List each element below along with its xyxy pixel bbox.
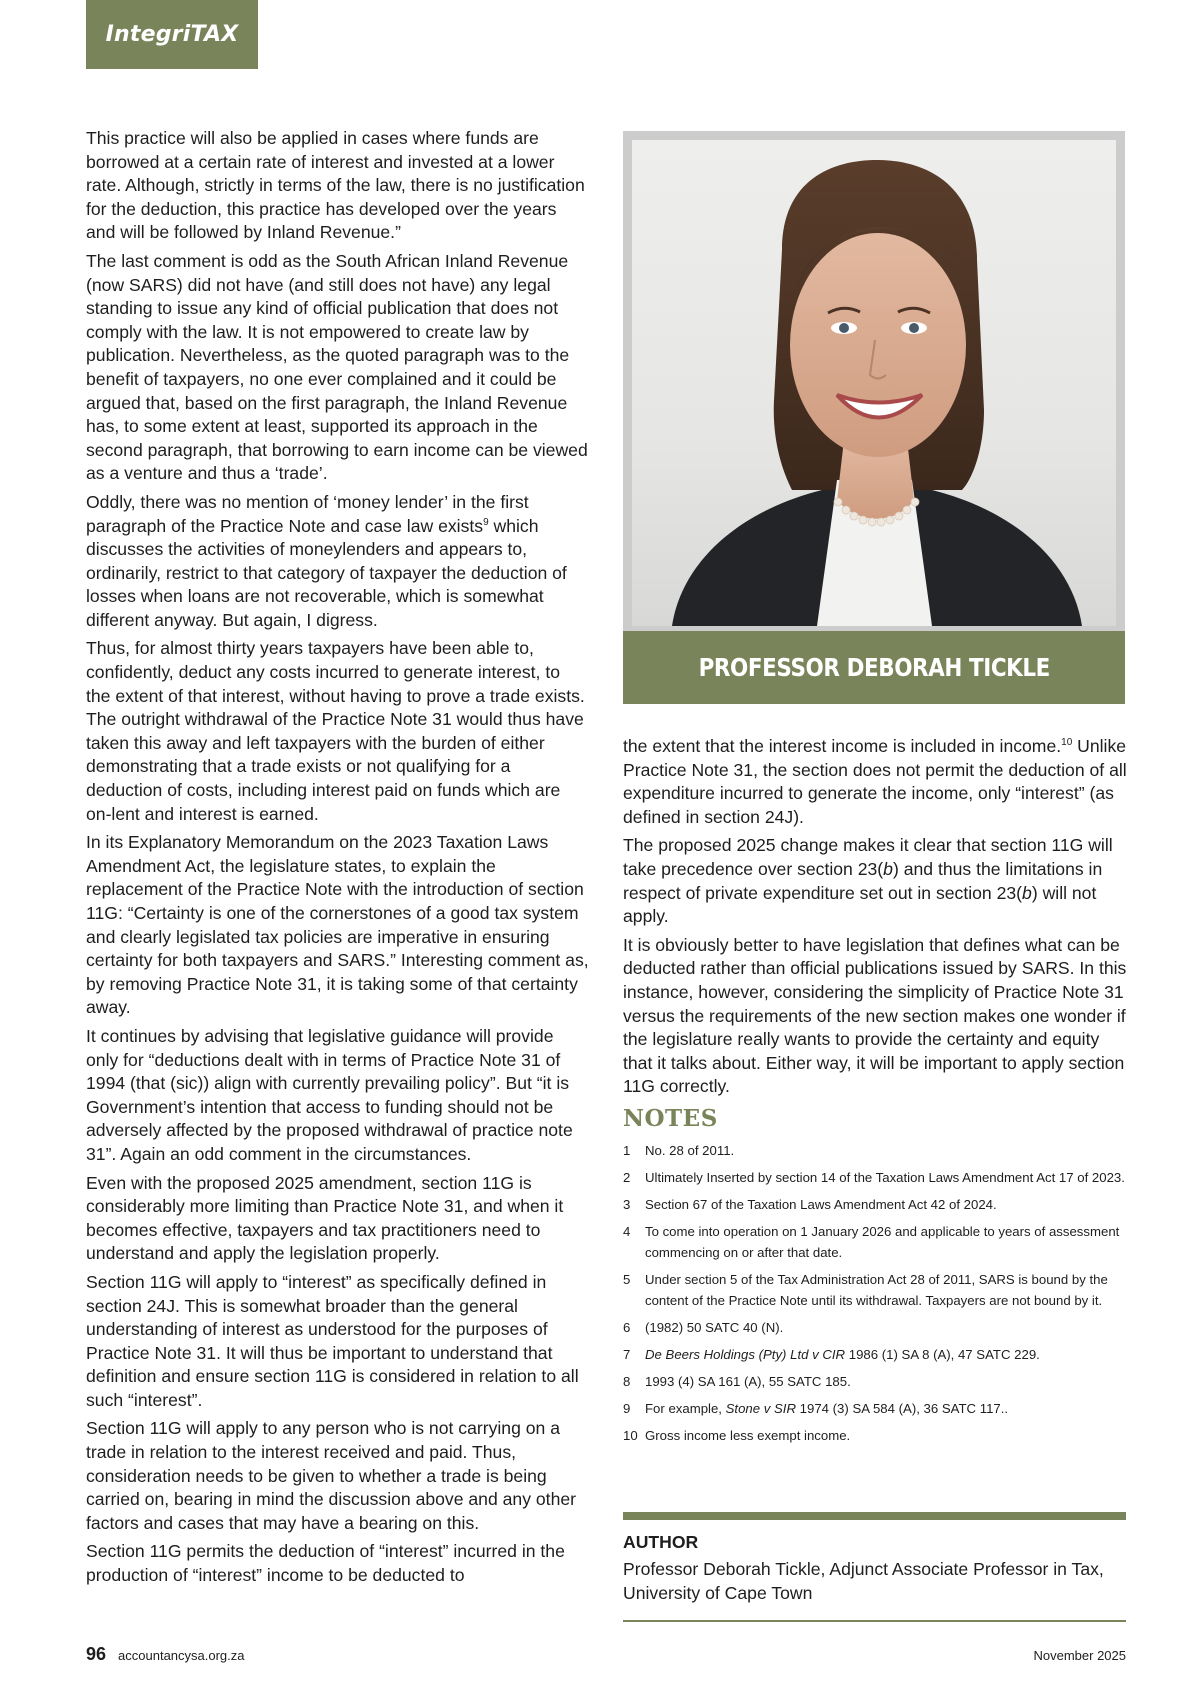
note-item [623, 1371, 1143, 1392]
right-column [623, 735, 1128, 1104]
note-number: 1 [623, 1143, 631, 1158]
note-item [623, 1194, 1143, 1215]
left-column [86, 127, 589, 1593]
paragraph: Section 11G permits the deduction of “interest” incurred in the production of “interest” income to be deducted to [86, 1541, 565, 1586]
note-text-pre: For example, [645, 1401, 726, 1416]
notes-heading: NOTES [623, 1105, 718, 1132]
paragraph: Even with the proposed 2025 amendment, section 11G is considerably more limiting than Practice Note 31, and when it becomes effective, taxpayers and tax practitioners need to understand and apply the legislation properly. [86, 1172, 564, 1264]
note-number: 3 [623, 1197, 631, 1212]
paragraph-text: which discusses the activities of moneylenders and appears to, ordinarily, restrict to that category of taxpayer the deduction of losses when loans are not recoverable, which is somewhat different anyway. But again, I digress. [86, 515, 567, 630]
paragraph-text: ) and thus the limitations in respect of private expenditure set out in section 23( [623, 858, 1103, 903]
note-text: 1993 (4) SA 161 (A), 55 SATC 185. [645, 1374, 851, 1389]
footnote-ref: 9 [483, 516, 489, 528]
note-number: 7 [623, 1347, 631, 1362]
paragraph: Section 11G will apply to any person who is not carrying on a trade in relation to the interest received and paid. Thus, consideration needs to be given to whether a trade is being carried on, bearing in mind the discussion above and any other factors and cases that may have a bearing on this. [86, 1418, 576, 1533]
author-photo-frame [623, 131, 1125, 631]
note-text [645, 1398, 1143, 1419]
note-text-rest: 1974 (3) SA 584 (A), 36 SATC 117.. [796, 1401, 1009, 1416]
note-item [623, 1221, 1143, 1263]
paragraph: Thus, for almost thirty years taxpayers have been able to, confidently, deduct any costs incurred to generate interest, to the extent of that interest, without having to prove a trade exists. The outright withdrawal of the Practice Note 31 would thus have taken this away and left taxpayers with the burden of either demonstrating that a trade exists or not qualifying for a deduction of costs, including interest paid on funds which are on-lent and interest is earned. [86, 638, 585, 824]
note-number: 10 [623, 1428, 638, 1443]
note-number: 8 [623, 1374, 631, 1389]
note-text: Ultimately Inserted by section 14 of the Taxation Laws Amendment Act 17 of 2023. [645, 1170, 1125, 1185]
paragraph: In its Explanatory Memorandum on the 2023 Taxation Laws Amendment Act, the legislature states, to explain the replacement of the Practice Note with the introduction of section 11G: “Certainty is one of the cornerstones of a good tax system and clearly legislated tax policies are imperative in ensuring certainty for both taxpayers and SARS.” Interesting comment as, by removing Practice Note 31, it is taking some of that certainty away. [86, 832, 589, 1018]
note-number: 5 [623, 1272, 631, 1287]
note-text: No. 28 of 2011. [645, 1143, 735, 1158]
photo-caption [623, 631, 1125, 704]
paragraph [623, 735, 1128, 829]
case-name: De Beers Holdings (Pty) Ltd v CIR [645, 1347, 846, 1362]
divider [623, 1512, 1126, 1520]
note-text: Under section 5 of the Tax Administration Act 28 of 2011, SARS is bound by the content of the Practice Note until its withdrawal. Taxpayers are not bound by it. [645, 1272, 1108, 1308]
paragraph [623, 834, 1128, 928]
note-number: 4 [623, 1224, 631, 1239]
note-item [623, 1344, 1143, 1365]
footer-left [86, 1644, 245, 1665]
page-number: 96 [86, 1644, 107, 1664]
note-item [623, 1269, 1143, 1311]
paragraph: It is obviously better to have legislation that defines what can be deducted rather than official publications issued by SARS. In this instance, however, considering the simplicity of Practice Note 31 versus the requirements of the new section makes one wonder if the legislature really wants to provide the certainty and equity that it talks about. Either way, it will be important to apply section 11G correctly. [623, 934, 1127, 1097]
note-item [623, 1425, 1143, 1446]
paragraph-text: Oddly, there was no mention of ‘money lender’ in the first paragraph of the Practice Note and case law exists [86, 491, 529, 536]
paragraph: It continues by advising that legislative guidance will provide only for “deductions dealt with in terms of Practice Note 31 of 1994 (that (sic)) align with currently prevailing policy”. But “it is Government’s intention that access to funding should not be adversely affected by the proposed withdrawal of practice note 31”. Again an odd comment in the circumstances. [86, 1025, 573, 1164]
paragraph [86, 491, 589, 633]
case-name: Stone v SIR [725, 1401, 796, 1416]
photo-caption-text: PROFESSOR DEBORAH TICKLE [698, 653, 1050, 682]
paragraph-text: ) will not apply. [623, 882, 1097, 927]
note-number: 2 [623, 1170, 631, 1185]
note-item [623, 1317, 1143, 1338]
note-item [623, 1140, 1143, 1161]
author-photo [632, 140, 1116, 626]
paragraph: This practice will also be applied in cases where funds are borrowed at a certain rate of interest and invested at a lower rate. Although, strictly in terms of the law, there is no justification for the deduction, this practice has developed over the years and will be followed by Inland Revenue.” [86, 128, 585, 243]
note-text: To come into operation on 1 January 2026 and applicable to years of assessment commencing on or after that date. [645, 1224, 1120, 1260]
portrait-illustration [632, 140, 1116, 626]
note-text: Section 67 of the Taxation Laws Amendment Act 42 of 2024. [645, 1197, 997, 1212]
author-heading: AUTHOR [623, 1532, 699, 1552]
paragraph-text: The proposed 2025 change makes it clear that section 11G will take precedence over section 23( [623, 835, 1113, 879]
paragraph-text: the extent that the interest income is included in income. [623, 736, 1062, 756]
note-text [645, 1344, 1143, 1365]
note-number: 9 [623, 1401, 631, 1416]
italic-text: b [883, 858, 893, 879]
paragraph: The last comment is odd as the South African Inland Revenue (now SARS) did not have (and still does not have) any legal standing to issue any kind of official publication that does not comply with the law. It is not empowered to create law by publication. Nevertheless, as the quoted paragraph was to the benefit of taxpayers, no one ever complained and it could be argued that, based on the first paragraph, the Inland Revenue has, to some extent at least, supported its approach in the second paragraph, that borrowing to earn income can be viewed as a venture and thus a ‘trade’. [86, 250, 588, 484]
note-number: 6 [623, 1320, 631, 1335]
note-text: (1982) 50 SATC 40 (N). [645, 1320, 784, 1335]
site-link[interactable]: accountancysa.org.za [118, 1648, 245, 1663]
divider [623, 1620, 1126, 1622]
notes-list [623, 1140, 1143, 1452]
issue-date: November 2025 [1033, 1648, 1126, 1663]
author-bio: Professor Deborah Tickle, Adjunct Associate Professor in Tax, University of Cape Town [623, 1559, 1104, 1603]
note-item [623, 1398, 1143, 1419]
brand-logo [86, 0, 258, 69]
paragraph: Section 11G will apply to “interest” as specifically defined in section 24J. This is somewhat broader than the general understanding of interest as understood for the purposes of Practice Note 31. It will thus be important to understand that definition and ensure section 11G is considered in relation to all such “interest”. [86, 1271, 579, 1410]
note-text: Gross income less exempt income. [645, 1428, 851, 1443]
italic-text: b [1022, 882, 1032, 903]
brand-logo-text: IntegriTAX [105, 22, 239, 47]
paragraph-text: Unlike Practice Note 31, the section does not permit the deduction of all expenditure incurred to generate the income, only “interest” (as defined in section 24J). [623, 736, 1127, 827]
footnote-ref: 10 [1061, 737, 1073, 749]
note-text-rest: 1986 (1) SA 8 (A), 47 SATC 229. [845, 1347, 1040, 1362]
note-item [623, 1167, 1143, 1188]
